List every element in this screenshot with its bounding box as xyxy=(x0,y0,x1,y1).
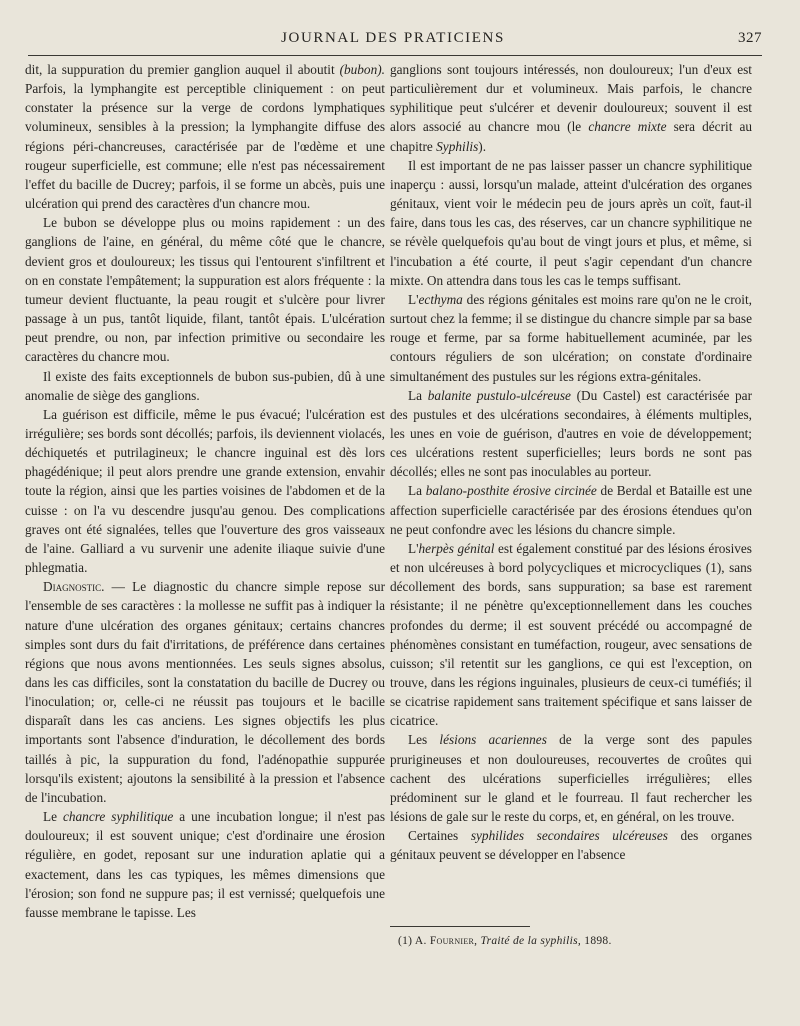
italic-term: (bubon). xyxy=(339,62,385,77)
text-run: est également constitué par des lésions érosives et non ulcéreuses à bord polycycliques et microcycliques (1), sans décollement des bords, sans suppuration; sa base est rarement résistante; il ne pénètre qu'exceptionnellement dans les couches profondes du derme; il est souvent précédé ou accompagné de phénomènes consistant en tuméfaction, rougeur, avec sensations de cuisson; s'il retentit sur les ganglions, ce qui est l'exception, on trouve, dans les régions inguinales, plusieurs de ceux-ci tuméfiés; il se cicatrise rapidement sans traitement spécifique et sans laisser de cicatrice. xyxy=(390,540,752,729)
text-run: de la verge sont des papules prurigineuses et non douloureuses, recouvertes de croûtes qui cachent des ulcérations superficielles irrégulières; elles prédominent sur le gland et le fourreau. Il faut rechercher les lésions de gale sur le reste du corps, et, en général, on les trouve. xyxy=(390,732,753,825)
footnote xyxy=(398,935,758,947)
text-run: des organes génitaux peuvent se développer en l'absence xyxy=(390,828,753,863)
text-run: L' xyxy=(408,540,419,556)
header-rule xyxy=(28,55,762,56)
footnote-year: 1898. xyxy=(584,935,612,947)
paragraph xyxy=(390,730,752,826)
text-run: Certaines xyxy=(408,828,459,844)
text-run: Le xyxy=(43,809,58,825)
paragraph xyxy=(25,807,385,922)
text-run: de Berdal et Bataille est une affection superficielle caractérisée par des érosions étendues qu'on ne peut confondre avec les lésions du chancre simple. xyxy=(390,483,752,537)
paragraph: Il existe des faits exceptionnels de bubon sus-pubien, dû à une anomalie de siège des ganglions. xyxy=(25,368,385,403)
italic-term: ecthyma xyxy=(418,291,463,307)
paragraph xyxy=(25,60,385,213)
italic-term: lésions acariennes xyxy=(439,732,547,748)
text-run: La xyxy=(408,483,423,499)
paragraph xyxy=(390,826,752,864)
text-run: — Le diagnostic du chancre simple repose sur l'ensemble de ses caractères : la mollesse ne suffit pas à indiquer la nature d'une ulcération des organes génitaux; certains chancres simples sont durs du fait d'irritations, de préférence dans certaines régions que nous avons mentionnées. Les seuls signes absolus, dans les cas difficiles, sont la constatation du bacille de Ducrey ou l'inoculation; or, celle-ci ne réussit pas toujours et le bacille disparaît dans les cas anciens. Les signes objectifs les plus importants sont l'absence d'induration, le décollement des bords taillés à pic, la suppuration du fond, l'adénopathie suppurée lorsqu'ils existent; ajoutons la sensibilité à la pression et l'absence de l'incubation. xyxy=(25,579,385,805)
text-run: dit, la suppuration du premier ganglion auquel il aboutit xyxy=(25,62,335,77)
text-run: L' xyxy=(408,291,419,307)
running-header xyxy=(24,26,762,50)
text-run: La xyxy=(408,387,423,403)
text-run: des régions génitales est moins rare qu'on ne le croit, surtout chez la femme; il se distingue du chancre simple par sa base rouge et ferme, par sa forme habituellement acuminée, par les contours réguliers de son ulcération; on constate d'ordinaire simultanément des pustules sur les régions extra-génitales. xyxy=(390,291,752,384)
footnote-author: Fournier, xyxy=(429,935,478,947)
italic-term: chancre syphilitique xyxy=(62,809,174,825)
text-run: ). xyxy=(478,138,487,154)
section-heading: Diagnostic. xyxy=(43,579,105,595)
text-run: (Du Castel) est caractérisée par des pustules et des ulcérations secondaires, à éléments multiples, les unes en voie de guérison, d'autres en voie de développement; ces ulcérations restent superficielles; leurs bords ne sont pas décollés; elles ne sont pas inoculables au porteur. xyxy=(390,387,753,480)
paragraph xyxy=(390,386,752,482)
italic-term: chancre mixte xyxy=(588,119,667,135)
left-column xyxy=(25,60,385,922)
paragraph: Le bubon se développe plus ou moins rapidement : un des ganglions de l'aine, en général, du même côté que le chancre, devient gros et douloureux; les tissus qui l'entourent s'infiltrent et on en constate l'empâtement; la suppuration est alors fréquente : la tumeur devient fluctuante, la peau rougit et s'ulcère pour livrer passage à un pus, tantôt liquide, filant, tantôt épais. L'ulcération peut prendre, ou non, par infection primitive ou secondaire les caractères du chancre mou. xyxy=(25,215,385,365)
paragraph xyxy=(390,290,752,386)
page-number: 327 xyxy=(738,30,762,46)
paragraph: La guérison est difficile, même le pus évacué; l'ulcération est irrégulière; ses bords sont décollés; parfois, ils deviennent violacés, déchiquetés et putrilagineux; le chancre inguinal est dès lors phagédénique; il peut alors prendre une grande extension, envahir toute la région, ainsi que les parties voisines de l'abdomen et de la cuisse : on l'a vu descendre jusqu'au genou. Des complications graves ont été signalées, telles que l'ouverture des gros vaisseaux de l'aine. Galliard a vu survenir une adenite iliaque suivie d'une phlegmatia. xyxy=(25,406,385,576)
paragraph xyxy=(25,577,385,807)
text-run: Parfois, la lymphangite est perceptible cliniquement : on peut constater la présence sur la verge de cordons lymphatiques volumineux, sensibles à la pression; la lymphangite diffuse des régions péri-chancreuses, caractérisée par de l'œdème et une rougeur superficielle, est commune; elle n'est pas nécessairement l'effet du bacille de Ducrey; parfois, il se forme un abcès, puis une ulcération qui prend des caractères d'un chancre mou. xyxy=(25,81,385,212)
paragraph xyxy=(390,481,752,538)
right-column xyxy=(390,60,752,865)
journal-title: JOURNAL DES PRATICIENS xyxy=(281,30,505,46)
text-run: Les xyxy=(408,732,428,748)
italic-term: herpès génital xyxy=(418,540,495,556)
footnote-rule xyxy=(390,926,530,927)
italic-term: balano-posthite érosive circinée xyxy=(425,483,597,499)
footnote-title: Traité de la syphilis, xyxy=(480,935,582,947)
italic-term: balanite pustulo-ulcéreuse xyxy=(427,387,571,403)
paragraph: Il est important de ne pas laisser passer un chancre syphilitique inaperçu : aussi, lorsqu'un malade, atteint d'ulcération des organes génitaux, vient voir le médecin peu de jours après un coït, faut-il faire, dans tous les cas, des réserves, car un chancre syphilitique ne se révèle quelquefois qu'au bout de vingt jours et plus, et même, si l'incubation a été courte, il peut s'agir cependant d'un chancre mixte. On attendra dans tous les cas le temps suffisant. xyxy=(390,157,752,288)
text-run: ganglions sont toujours intéressés, non douloureux; l'un d'eux est particulièrement dur et volumineux. Mais parfois, le chancre syphilitique peut s'ulcérer et devenir douloureux; souvent il est alors associé au chancre mou (le xyxy=(390,62,752,135)
paragraph xyxy=(390,539,752,731)
italic-term: syphilides secondaires ulcéreuses xyxy=(470,828,668,844)
text-run: a une incubation longue; il n'est pas douloureux; il est souvent unique; c'est d'ordinaire une érosion régulière, en godet, reposant sur une induration aplatie qui a exactement, dans les cas typiques, les mêmes dimensions que l'érosion; son fond ne suppure pas; il est vernissé; quelquefois une fausse membrane le tapisse. Les xyxy=(25,809,385,920)
italic-term: Syphilis xyxy=(436,138,479,154)
paragraph xyxy=(390,60,752,156)
footnote-number: (1) A. xyxy=(398,935,427,947)
text-run: sera décrit au chapitre xyxy=(390,119,753,154)
